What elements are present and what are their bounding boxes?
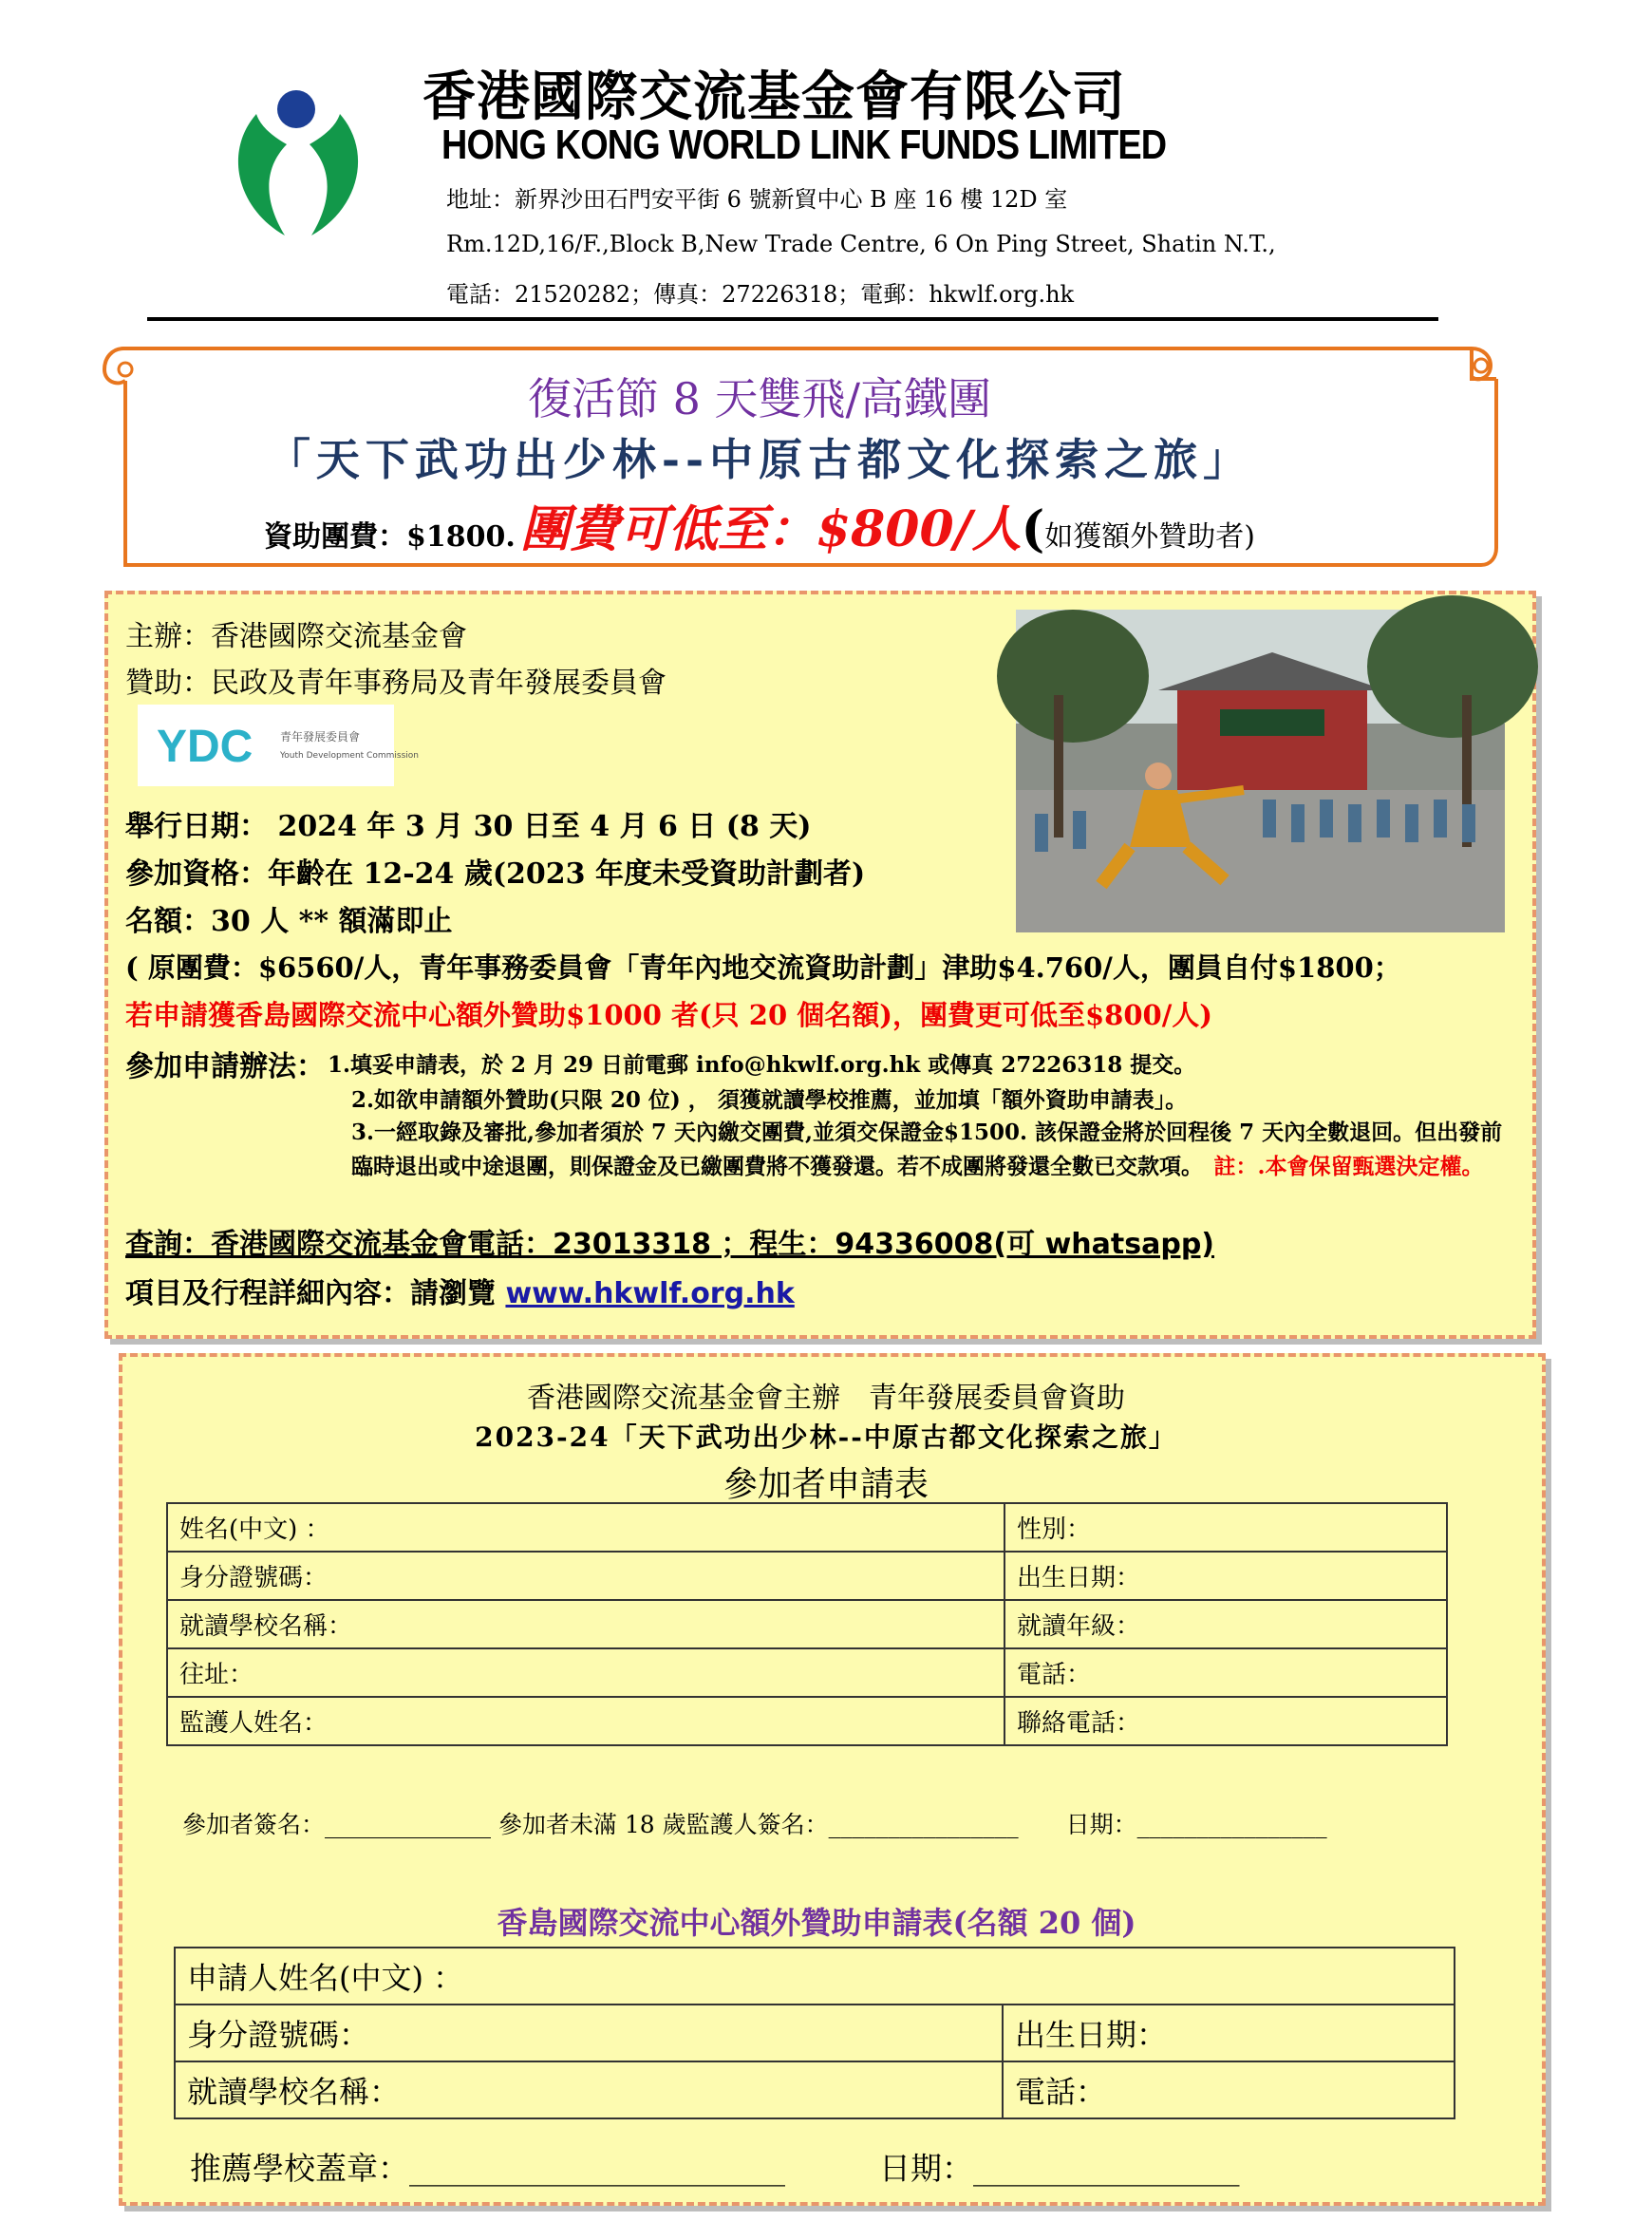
- apply-method-label: 參加申請辦法：: [125, 1050, 325, 1083]
- signature-line[interactable]: 參加者簽名：______________ 參加者未滿 18 歲監護人簽名：________________ 日期：________________: [182, 1811, 1327, 1838]
- table-row: [175, 1948, 1455, 2005]
- details-line: [125, 1270, 795, 1311]
- birth-date-field[interactable]: 出生日期：: [1004, 1552, 1447, 1600]
- participant-form-table: [166, 1502, 1448, 1746]
- extra-funding-form-table: [174, 1947, 1455, 2119]
- banner-title: 復活節 8 天雙飛/高鐵團: [527, 373, 991, 424]
- selection-note: 註：.本會保留甄選決定權。: [1213, 1154, 1484, 1179]
- logo-head-dot: [277, 90, 315, 128]
- ydc-logo: [138, 705, 419, 786]
- form-title: 參加者申請表: [723, 1465, 929, 1504]
- guardian-name-field[interactable]: 監護人姓名：: [167, 1697, 1004, 1745]
- sponsor: 贊助：民政及青年事務局及青年發展委員會: [125, 667, 666, 700]
- address-cn: 地址：新界沙田石門安平街 6 號新貿中心 B 座 16 樓 12D 室: [446, 186, 1068, 213]
- banner-subtitle: 「天下武功出少林--中原古都文化探索之旅」: [266, 434, 1253, 485]
- table-row: [175, 2005, 1455, 2061]
- org-name-en: HONG KONG WORLD LINK FUNDS LIMITED: [441, 122, 1167, 168]
- quota: 名額：30 人 ** 額滿即止: [125, 905, 453, 938]
- grade-field[interactable]: 就讀年級：: [1004, 1600, 1447, 1648]
- applicant-birth-date-field[interactable]: 出生日期：: [1003, 2005, 1455, 2061]
- table-row: [167, 1552, 1447, 1600]
- id-number-field[interactable]: 身分證號碼：: [167, 1552, 1004, 1600]
- apply-step-1: 1.填妥申請表，於 2 月 29 日前電郵 info@hkwlf.org.hk 或傳真 27226318 提交。: [328, 1052, 1196, 1078]
- table-row: [167, 1600, 1447, 1648]
- ydc-logo-cn: 青年發展委員會: [280, 730, 361, 743]
- form-header-organizer: 香港國際交流基金會主辦 青年發展委員會資助: [527, 1382, 1125, 1415]
- phone-field[interactable]: 電話：: [1004, 1648, 1447, 1697]
- original-fee: ( 原團費：$6560/人，青年事務委員會「青年內地交流資助計劃」津助$4.760/人，團員自付$1800；: [125, 951, 1401, 984]
- school-stamp-line[interactable]: 推薦學校蓋章：________________________ 日期：_________________: [190, 2150, 1240, 2187]
- details-label: 項目及行程詳細內容：請瀏覽: [125, 1277, 506, 1310]
- subsidized-fee: 資助團費：$1800.: [264, 520, 516, 554]
- apply-step-2: 2.如欲申請額外贊助(只限 20 位) ， 須獲就讀學校推薦，並加填「額外資助申請表」。: [351, 1087, 1188, 1113]
- lowest-fee: 團費可低至：$800/人: [519, 500, 1022, 558]
- name-cn-field[interactable]: 姓名(中文) ：: [167, 1503, 1004, 1552]
- applicant-id-field[interactable]: 身分證號碼：: [175, 2005, 1003, 2061]
- ydc-logo-text: YDC: [157, 722, 253, 772]
- applicant-phone-field[interactable]: 電話：: [1003, 2061, 1455, 2118]
- apply-step-3: [351, 1116, 1519, 1184]
- logo-right-leaf: [310, 114, 358, 235]
- enquiry: 查詢：香港國際交流基金會電話：23013318 ；程生：94336008(可 whatsapp): [125, 1228, 1215, 1261]
- eligibility: 參加資格：年齡在 12-24 歲(2023 年度未受資助計劃者): [125, 857, 866, 891]
- contact-line: 電話：21520282；傳真：27226318；電郵：hkwlf.org.hk: [446, 281, 1075, 308]
- fee-note: 如獲額外贊助者): [1044, 520, 1255, 554]
- logo-left-leaf: [238, 114, 287, 235]
- logo-center-stem: [287, 144, 310, 228]
- table-row: [167, 1648, 1447, 1697]
- contact-phone-field[interactable]: 聯絡電話：: [1004, 1697, 1447, 1745]
- address-en: Rm.12D,16/F.,Block B,New Trade Centre, 6 On Ping Street, Shatin N.T.,: [446, 231, 1276, 257]
- form-header-event: 2023-24「天下武功出少林--中原古都文化探索之旅」: [475, 1421, 1177, 1453]
- event-date: 舉行日期： 2024 年 3 月 30 日至 4 月 6 日 (8 天): [125, 810, 812, 843]
- shaolin-photo: [1016, 610, 1505, 932]
- applicant-school-field[interactable]: 就讀學校名稱：: [175, 2061, 1003, 2118]
- fee-line: [0, 489, 1519, 560]
- extra-funding: 若申請獲香島國際交流中心額外贊助$1000 者(只 20 個名額)，團費更可低至$800/人): [125, 999, 1213, 1031]
- table-row: [175, 2061, 1455, 2118]
- extra-funding-form-title: 香島國際交流中心額外贊助申請表(名額 20 個): [497, 1905, 1136, 1941]
- table-row: [167, 1697, 1447, 1745]
- apply-step-3-text: 3.一經取錄及審批,參加者須於 7 天內繳交團費,並須交保證金$1500. 該保證金將於回程後 7 天內全數退回。但出發前臨時退出或中途退團，則保證金及已繳團費將不獲發還。若不成團將發還全數已交款項。: [351, 1120, 1503, 1179]
- ydc-logo-en: Youth Development Commission: [280, 751, 419, 761]
- table-row: [167, 1503, 1447, 1552]
- organizer: 主辦：香港國際交流基金會: [125, 620, 467, 653]
- header-divider: [147, 317, 1438, 321]
- gender-field[interactable]: 性別：: [1004, 1503, 1447, 1552]
- org-name-cn: 香港國際交流基金會有限公司: [422, 66, 1126, 128]
- fee-paren: (: [1021, 500, 1045, 558]
- school-name-field[interactable]: 就讀學校名稱：: [167, 1600, 1004, 1648]
- hkwlf-logo: [228, 85, 370, 237]
- website-link[interactable]: www.hkwlf.org.hk: [505, 1277, 795, 1310]
- applicant-name-field[interactable]: 申請人姓名(中文) ：: [175, 1948, 1455, 2005]
- address-field[interactable]: 往址：: [167, 1648, 1004, 1697]
